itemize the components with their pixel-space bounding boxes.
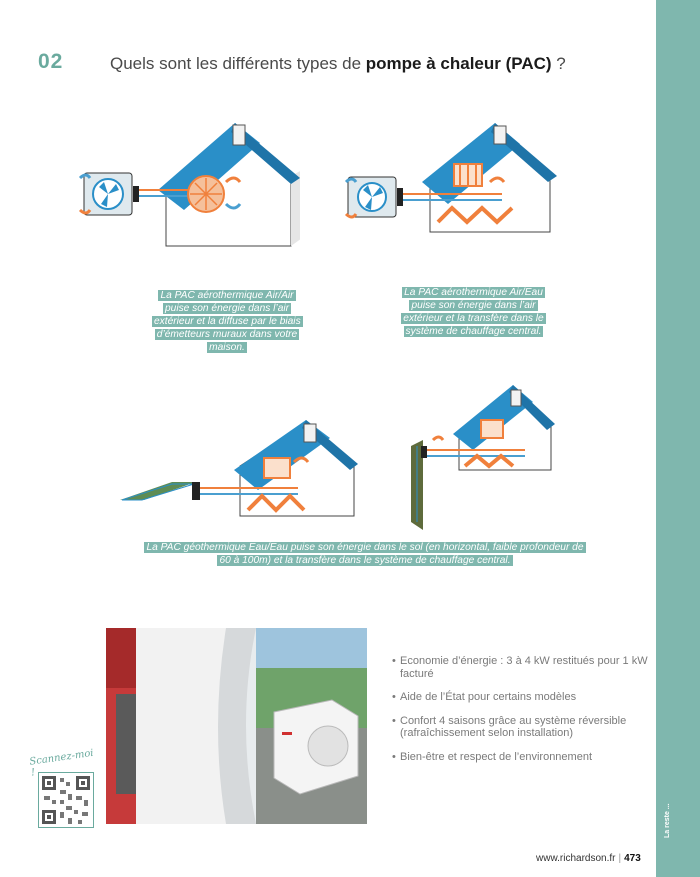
qr-label: Scannez-moi ! (28, 747, 95, 779)
benefits-list (392, 655, 652, 774)
title-suffix: ? (551, 54, 566, 73)
page-number: 473 (624, 853, 641, 864)
side-tab-label: La reste ... (664, 803, 671, 838)
title-bold: pompe à chaleur (PAC) (365, 54, 552, 73)
caption-air-eau-text: La PAC aérothermique Air/Eau puise son énergie dans l’air extérieur et la transfère dans le système de chauffage central. (403, 287, 544, 337)
caption-air-eau (396, 286, 551, 338)
side-tab (656, 0, 700, 877)
footer-url[interactable]: www.richardson.fr (536, 853, 616, 864)
benefit-item: • Bien-être et respect de l’environnement (392, 751, 652, 764)
benefit-item: • Aide de l’État pour certains modèles (392, 691, 652, 704)
caption-geo-text: La PAC géothermique Eau/Eau puise son énergie dans le sol (en horizontal, faible profondeur de 60 à 100m) et la transfère dans le système de chauffage central. (146, 542, 584, 566)
diagram-air-air (78, 118, 300, 250)
qr-code[interactable] (38, 772, 94, 828)
title-prefix: Quels sont les différents types de (110, 54, 366, 73)
benefit-item: • Economie d’énergie : 3 à 4 kW restitués pour 1 kW facturé (392, 655, 652, 680)
diagram-geo-vertical (405, 384, 555, 532)
heat-pump-photo (106, 628, 367, 824)
page-title (110, 54, 566, 74)
diagram-geo-horizontal (118, 418, 358, 518)
footer (536, 853, 641, 864)
caption-geo (140, 541, 590, 567)
benefit-item: • Confort 4 saisons grâce au système réversible (rafraîchissement selon installation) (392, 715, 652, 740)
qr-block[interactable] (28, 747, 100, 828)
footer-separator: | (618, 853, 622, 864)
caption-air-air-text: La PAC aérothermique Air/Air puise son énergie dans l’air extérieur et la diffuse par le biais d’émetteurs muraux dans votre maison. (154, 290, 301, 353)
section-number: 02 (38, 50, 64, 73)
caption-air-air (152, 289, 302, 354)
diagram-air-eau (342, 122, 557, 234)
